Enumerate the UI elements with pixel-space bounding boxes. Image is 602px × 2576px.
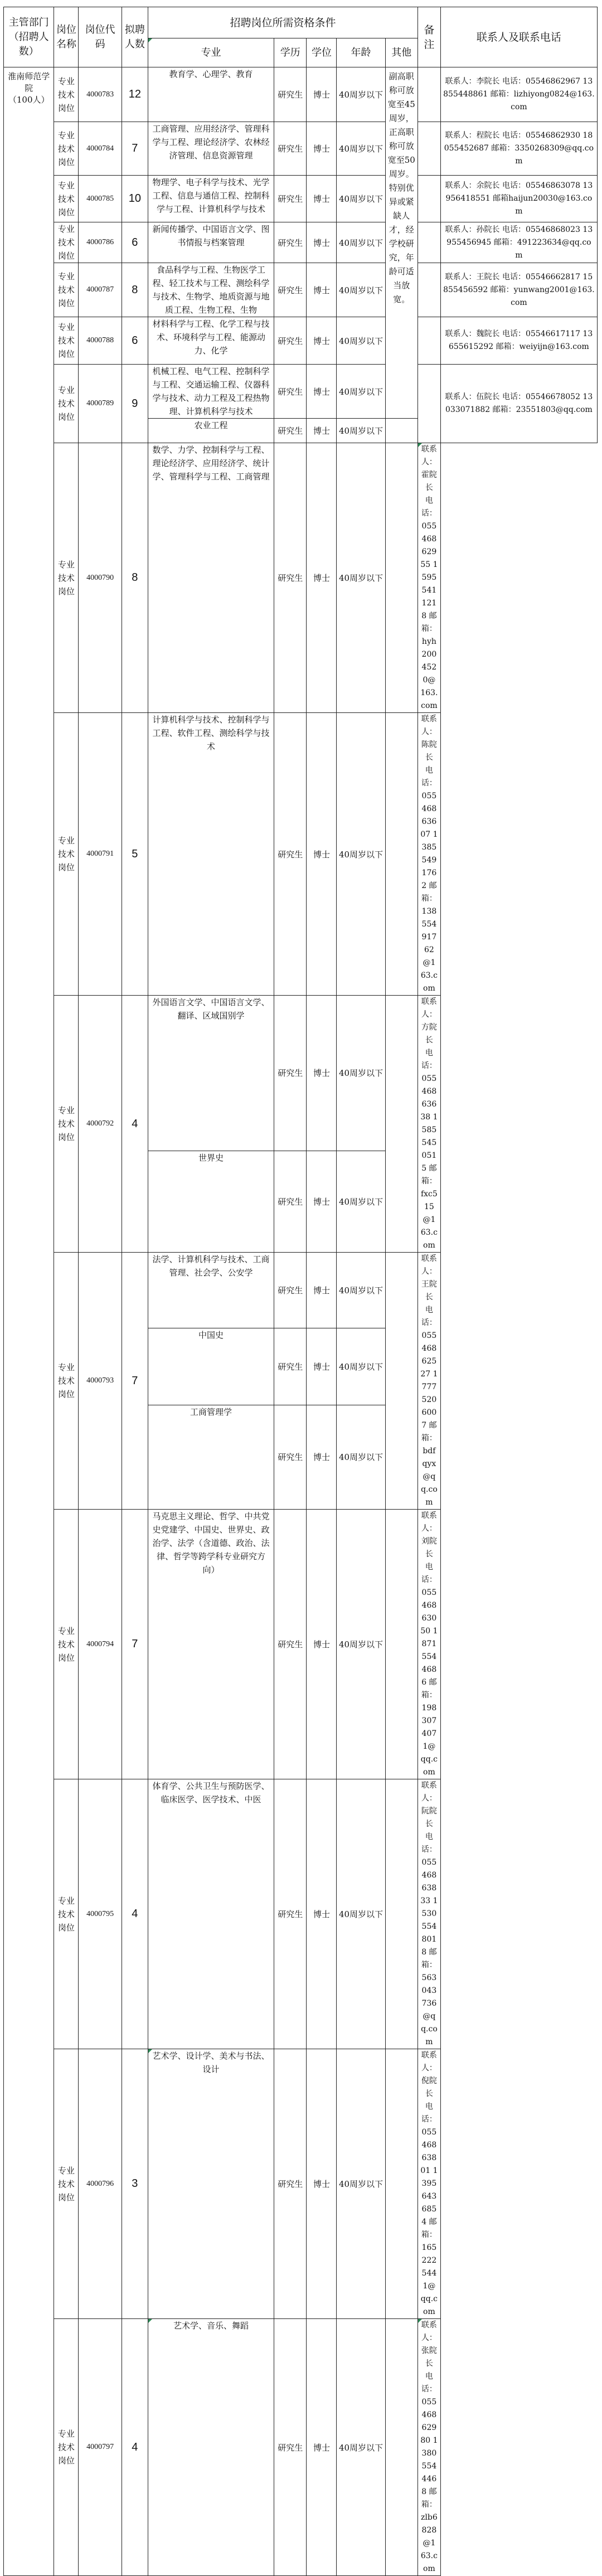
position-code: 4000783 [79, 67, 122, 122]
degree-cell: 博士 [307, 2319, 337, 2576]
age-cell: 40周岁以下 [337, 1405, 385, 1509]
age-cell: 40周岁以下 [337, 1779, 385, 2049]
hire-count: 7 [122, 122, 148, 176]
degree-cell: 博士 [307, 1779, 337, 2049]
table-row [4, 996, 598, 1151]
education-cell: 研究生 [274, 1151, 307, 1252]
remark-cell [385, 996, 417, 1253]
hire-count: 3 [122, 2049, 148, 2319]
degree-cell: 博士 [307, 419, 337, 443]
major-cell [148, 317, 274, 365]
major-text: 物理学、电子科学与技术、光学工程、信息与通信工程、控制科学与工程、计算机科学与技术 [152, 177, 270, 214]
hire-count: 7 [122, 1510, 148, 1779]
degree-cell: 博士 [307, 176, 337, 222]
position-name: 专业技术岗位 [54, 222, 79, 263]
contact-cell: 联系人：方院长 电话：05546863638 15855450515 邮箱：fxc515@163.com [418, 996, 441, 1253]
degree-cell: 博士 [307, 713, 337, 996]
remark-cell [385, 713, 417, 996]
major-text: 体育学、公共卫生与预防医学、临床医学、医学技术、中医 [152, 1781, 270, 1804]
major-cell [148, 1510, 274, 1779]
position-code: 4000788 [79, 317, 122, 365]
position-code: 4000794 [79, 1510, 122, 1779]
major-text: 计算机科学与技术、控制科学与工程、软件工程、测绘科学与技术 [152, 715, 270, 751]
major-text: 教育学、心理学、教育 [169, 69, 253, 79]
age-cell: 40周岁以下 [337, 365, 385, 419]
remark-cell [418, 67, 441, 122]
position-name: 专业技术岗位 [54, 713, 79, 996]
major-text: 农业工程 [194, 420, 228, 430]
table-row [4, 176, 598, 222]
remark-cell [385, 443, 417, 713]
remark-cell [418, 317, 441, 365]
age-cell: 40周岁以下 [337, 996, 385, 1151]
table-row [4, 443, 598, 713]
header-pos-name: 岗位名称 [54, 7, 79, 67]
age-cell: 40周岁以下 [337, 1510, 385, 1779]
education-cell: 研究生 [274, 1253, 307, 1328]
table-row [4, 67, 598, 122]
position-name: 专业技术岗位 [54, 1510, 79, 1779]
major-text: 材料科学与工程、化学工程与技术、环境科学与工程、能源动力、化学 [152, 319, 270, 356]
education-cell: 研究生 [274, 1779, 307, 2049]
major-text: 食品科学与工程、生物医学工程、轻工技术与工程、测绘科学与技术、生物学、地质资源与地质工程、生物工程、生物 [152, 265, 270, 315]
age-cell: 40周岁以下 [337, 176, 385, 222]
remark-cell [418, 263, 441, 317]
header-edu: 学历 [274, 38, 307, 67]
degree-cell: 博士 [307, 1253, 337, 1328]
contact-cell: 联系人：程院长 电话：05546862930 18055452687 邮箱：3350268309@qq.com [440, 122, 597, 176]
age-cell: 40周岁以下 [337, 263, 385, 317]
remark-cell [385, 2319, 417, 2576]
remark-cell [418, 222, 441, 263]
major-cell [148, 122, 274, 176]
contact-cell: 联系人：陈院长 电话：05546863607 13855491762 邮箱：13855491762@163.com [418, 713, 441, 996]
degree-cell: 博士 [307, 122, 337, 176]
major-text: 工商管理、应用经济学、管理科学与工程、理论经济学、农林经济管理、信息资源管理 [152, 124, 270, 161]
table-row [4, 1510, 598, 1779]
position-code: 4000790 [79, 443, 122, 713]
age-cell: 40周岁以下 [337, 317, 385, 365]
header-remark: 备注 [418, 7, 441, 67]
position-code: 4000791 [79, 713, 122, 996]
dept-name: 淮南师范学院 [8, 71, 50, 93]
table-row [4, 1779, 598, 2049]
contact-cell: 联系人：魏院长 电话：05546617117 13655615292 邮箱：weiyijn@163.com [440, 317, 597, 365]
remark-cell [385, 2049, 417, 2319]
hire-count: 6 [122, 222, 148, 263]
position-code: 4000784 [79, 122, 122, 176]
education-cell: 研究生 [274, 996, 307, 1151]
major-text: 机械工程、电气工程、控制科学与工程、交通运输工程、仪器科学与技术、动力工程及工程热物理、计算机科学与技术 [152, 366, 270, 416]
recruitment-table [3, 7, 598, 2576]
hire-count: 4 [122, 1779, 148, 2049]
contact-cell: 联系人：刘院长 电话：05546863050 18715544686 邮箱：1983074071@qq.com [418, 1510, 441, 1779]
contact-cell: 联系人：余院长 电话：05546863078 13956418551 邮箱haijun20030@163.com [440, 176, 597, 222]
age-cell: 40周岁以下 [337, 67, 385, 122]
position-name: 专业技术岗位 [54, 1779, 79, 2049]
major-cell [148, 1779, 274, 2049]
contact-cell: 联系人：霍院长 电话：05546862955 15955411218 邮箱：hyh2004520@163.com [418, 443, 441, 713]
education-cell: 研究生 [274, 2049, 307, 2319]
degree-cell: 博士 [307, 222, 337, 263]
contact-cell: 联系人：张院长 电话：05546862980 13805544468 邮箱：zlb6828@163.com [418, 2319, 441, 2576]
header-major: 专业 [148, 38, 274, 67]
position-name: 专业技术岗位 [54, 176, 79, 222]
age-cell: 40周岁以下 [337, 713, 385, 996]
table-row [4, 263, 598, 317]
contact-cell: 联系人：伍院长 电话：05546678052 13033071882 邮箱：23551803@qq.com [440, 365, 597, 443]
age-cell: 40周岁以下 [337, 2049, 385, 2319]
header-dept: 主管部门（招聘人数） [4, 7, 54, 67]
dept-cell [4, 67, 54, 2576]
hire-count: 6 [122, 317, 148, 365]
major-cell [148, 1151, 274, 1252]
education-cell: 研究生 [274, 713, 307, 996]
major-text: 数学、力学、控制科学与工程、理论经济学、应用经济学、统计学、管理科学与工程、工商管理 [152, 445, 270, 482]
major-cell [148, 1253, 274, 1328]
major-text: 工商管理学 [190, 1406, 232, 1417]
position-code: 4000786 [79, 222, 122, 263]
degree-cell: 博士 [307, 67, 337, 122]
education-cell: 研究生 [274, 122, 307, 176]
position-code: 4000792 [79, 996, 122, 1253]
hire-count: 4 [122, 996, 148, 1253]
table-row [4, 365, 598, 419]
education-cell: 研究生 [274, 365, 307, 419]
degree-cell: 博士 [307, 443, 337, 713]
major-cell [148, 263, 274, 317]
major-cell [148, 713, 274, 996]
major-text: 外国语言文学、中国语言文学、翻译、区域国别学 [152, 997, 270, 1021]
degree-cell: 博士 [307, 1328, 337, 1405]
education-cell: 研究生 [274, 1328, 307, 1405]
position-name: 专业技术岗位 [54, 67, 79, 122]
major-cell [148, 443, 274, 713]
major-cell [148, 222, 274, 263]
position-name: 专业技术岗位 [54, 1253, 79, 1510]
degree-cell: 博士 [307, 263, 337, 317]
education-cell: 研究生 [274, 1510, 307, 1779]
degree-cell: 博士 [307, 2049, 337, 2319]
table-row [4, 122, 598, 176]
age-cell: 40周岁以下 [337, 1328, 385, 1405]
other-note: 副高职称可放宽至45周岁，正高职称可放宽至50周岁。特别优异或紧缺人才，经学校研究，年龄可适当放宽。 [385, 67, 417, 419]
age-cell: 40周岁以下 [337, 1151, 385, 1252]
degree-cell: 博士 [307, 1510, 337, 1779]
contact-cell: 联系人：孙院长 电话：05546868023 13955456945 邮箱：491223634@qq.com [440, 222, 597, 263]
major-text: 艺术学、音乐、舞蹈 [173, 2321, 249, 2331]
major-cell [148, 67, 274, 122]
header-qualifications: 招聘岗位所需资格条件 [148, 7, 418, 38]
major-cell [148, 1328, 274, 1405]
header-age: 年龄 [337, 38, 385, 67]
education-cell: 研究生 [274, 443, 307, 713]
hire-count: 9 [122, 365, 148, 443]
header-pos-code: 岗位代码 [79, 7, 122, 67]
position-code: 4000793 [79, 1253, 122, 1510]
table-row [4, 317, 598, 365]
age-cell: 40周岁以下 [337, 122, 385, 176]
position-name: 专业技术岗位 [54, 443, 79, 713]
position-name: 专业技术岗位 [54, 996, 79, 1253]
major-text: 艺术学、设计学、美术与书法、设计 [152, 2051, 270, 2074]
position-code: 4000796 [79, 2049, 122, 2319]
education-cell: 研究生 [274, 2319, 307, 2576]
education-cell: 研究生 [274, 1405, 307, 1509]
position-name: 专业技术岗位 [54, 2319, 79, 2576]
contact-cell: 联系人：王院长 电话：05546662817 15855456592 邮箱：yunwang2001@163.com [440, 263, 597, 317]
degree-cell: 博士 [307, 996, 337, 1151]
major-text: 中国史 [198, 1330, 224, 1340]
hire-count: 10 [122, 176, 148, 222]
major-cell [148, 176, 274, 222]
contact-cell: 联系人：倪院长 电话：05546863801 13956436854 邮箱：1652225441@qq.com [418, 2049, 441, 2319]
age-cell: 40周岁以下 [337, 2319, 385, 2576]
age-cell: 40周岁以下 [337, 443, 385, 713]
degree-cell: 博士 [307, 1405, 337, 1509]
remark-cell [418, 176, 441, 222]
age-cell: 40周岁以下 [337, 419, 385, 443]
position-code: 4000797 [79, 2319, 122, 2576]
hire-count: 4 [122, 2319, 148, 2576]
hire-count: 8 [122, 443, 148, 713]
header-contact: 联系人及联系电话 [440, 7, 597, 67]
degree-cell: 博士 [307, 1151, 337, 1252]
contact-cell: 联系人：阮院长 电话：05546863833 15305548018 邮箱：563043736@qq.com [418, 1779, 441, 2049]
position-name: 专业技术岗位 [54, 317, 79, 365]
position-code: 4000789 [79, 365, 122, 443]
header-other: 其他 [385, 38, 417, 67]
education-cell: 研究生 [274, 419, 307, 443]
hire-count: 7 [122, 1253, 148, 1510]
remark-cell [385, 1253, 417, 1510]
position-name: 专业技术岗位 [54, 122, 79, 176]
education-cell: 研究生 [274, 263, 307, 317]
education-cell: 研究生 [274, 176, 307, 222]
table-row [4, 2319, 598, 2576]
position-name: 专业技术岗位 [54, 2049, 79, 2319]
position-name: 专业技术岗位 [54, 263, 79, 317]
remark-cell [385, 1510, 417, 1779]
education-cell: 研究生 [274, 222, 307, 263]
table-row [4, 222, 598, 263]
major-text: 新闻传播学、中国语言文学、图书情报与档案管理 [152, 224, 270, 248]
major-text: 法学、计算机科学与技术、工商管理、社会学、公安学 [152, 1254, 270, 1278]
position-name: 专业技术岗位 [54, 365, 79, 443]
remark-cell [418, 365, 441, 443]
position-code: 4000795 [79, 1779, 122, 2049]
major-cell [148, 365, 274, 419]
header-degree: 学位 [307, 38, 337, 67]
header-count: 拟聘人数 [122, 7, 148, 67]
major-cell [148, 996, 274, 1151]
education-cell: 研究生 [274, 317, 307, 365]
age-cell: 40周岁以下 [337, 222, 385, 263]
degree-cell: 博士 [307, 317, 337, 365]
hire-count: 12 [122, 67, 148, 122]
major-cell [148, 2049, 274, 2319]
position-code: 4000785 [79, 176, 122, 222]
major-cell [148, 419, 274, 443]
age-cell: 40周岁以下 [337, 1253, 385, 1328]
dept-count: （100人） [8, 95, 50, 105]
table-row [4, 713, 598, 996]
contact-cell: 联系人：李院长 电话：05546862967 13855448861 邮箱：lizhiyong0824@163.com [440, 67, 597, 122]
remark-cell [385, 1779, 417, 2049]
contact-cell: 联系人：王院长 电话：05546862527 17775206007 邮箱：bdfqyx@qq.com [418, 1253, 441, 1510]
hire-count: 8 [122, 263, 148, 317]
hire-count: 5 [122, 713, 148, 996]
major-text: 马克思主义理论、哲学、中共党史党建学、中国史、世界史、政治学、法学（含道德、政治、法律、哲学等跨学科专业研究方向） [152, 1511, 270, 1575]
major-text: 世界史 [198, 1152, 224, 1163]
education-cell: 研究生 [274, 67, 307, 122]
major-cell [148, 2319, 274, 2576]
degree-cell: 博士 [307, 365, 337, 419]
table-row [4, 2049, 598, 2319]
major-cell [148, 1405, 274, 1509]
remark-cell [418, 122, 441, 176]
position-code: 4000787 [79, 263, 122, 317]
table-row [4, 1253, 598, 1328]
